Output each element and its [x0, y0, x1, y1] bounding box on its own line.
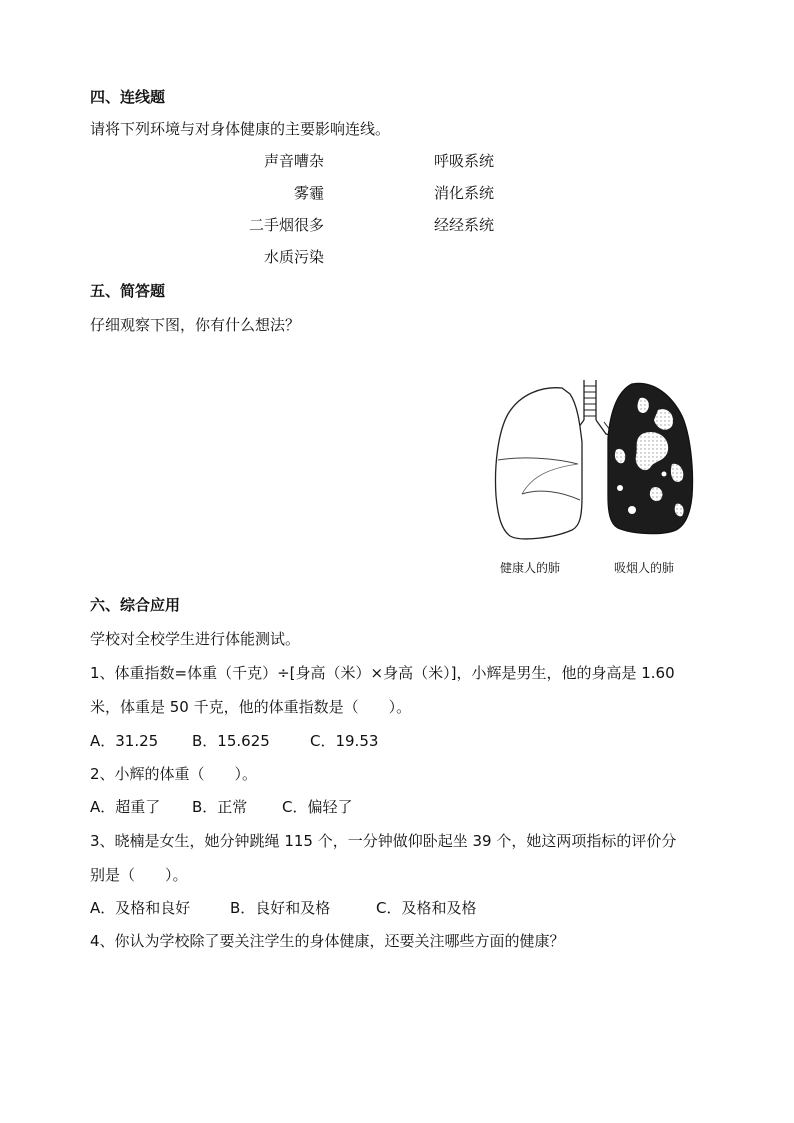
q1-option-b[interactable]: B．15.625 [192, 732, 270, 750]
q2-text: 2、小辉的体重（ ）。 [90, 765, 258, 783]
q2-option-c[interactable]: C．偏轻了 [282, 798, 353, 816]
lungs-figure [492, 376, 702, 581]
q1-option-a[interactable]: A．31.25 [90, 732, 159, 750]
q4-text: 4、你认为学校除了要关注学生的身体健康，还要关注哪些方面的健康？ [90, 932, 565, 950]
section4-heading: 四、连线题 [90, 88, 166, 106]
right-item-respiratory[interactable]: 呼吸系统 [434, 152, 495, 170]
q1-text-line1: 1、体重指数=体重（千克）÷[身高（米）×身高（米）]，小辉是男生，他的身高是 1.60 [90, 664, 675, 682]
q3-option-c[interactable]: C．及格和及格 [376, 899, 477, 917]
section5-question: 仔细观察下图，你有什么想法？ [90, 316, 301, 334]
q2-option-b[interactable]: B．正常 [192, 798, 248, 816]
q1-text-line2: 米，体重是 50 千克，他的体重指数是（ ）。 [90, 698, 412, 716]
section4-instruction: 请将下列环境与对身体健康的主要影响连线。 [90, 120, 391, 138]
section6-heading: 六、综合应用 [90, 596, 181, 614]
left-item-noise[interactable]: 声音嘈杂 [263, 152, 324, 170]
q3-text-line1: 3、晓楠是女生，她分钟跳绳 115 个，一分钟做仰卧起坐 39 个，她这两项指标的评价分 [90, 832, 677, 850]
right-item-digestive[interactable]: 消化系统 [434, 184, 495, 202]
section5-heading: 五、简答题 [90, 282, 166, 300]
left-item-secondhand-smoke[interactable]: 二手烟很多 [248, 216, 324, 234]
right-item-nervous[interactable]: 经经系统 [434, 216, 495, 234]
q3-text-line2: 别是（ ）。 [90, 866, 188, 884]
smoker-lung-icon [608, 383, 693, 533]
q2-option-a[interactable]: A．超重了 [90, 798, 161, 816]
healthy-lung-icon [496, 388, 583, 539]
left-item-water-pollution[interactable]: 水质污染 [263, 248, 324, 266]
q3-option-a[interactable]: A．及格和良好 [90, 899, 191, 917]
section6-intro: 学校对全校学生进行体能测试。 [90, 630, 301, 648]
left-item-smog[interactable]: 雾霾 [293, 184, 324, 202]
q1-option-c[interactable]: C．19.53 [310, 732, 379, 750]
q3-option-b[interactable]: B．良好和及格 [230, 899, 331, 917]
caption-smoker-lung: 吸烟人的肺 [614, 561, 675, 575]
caption-healthy-lung: 健康人的肺 [500, 561, 561, 575]
